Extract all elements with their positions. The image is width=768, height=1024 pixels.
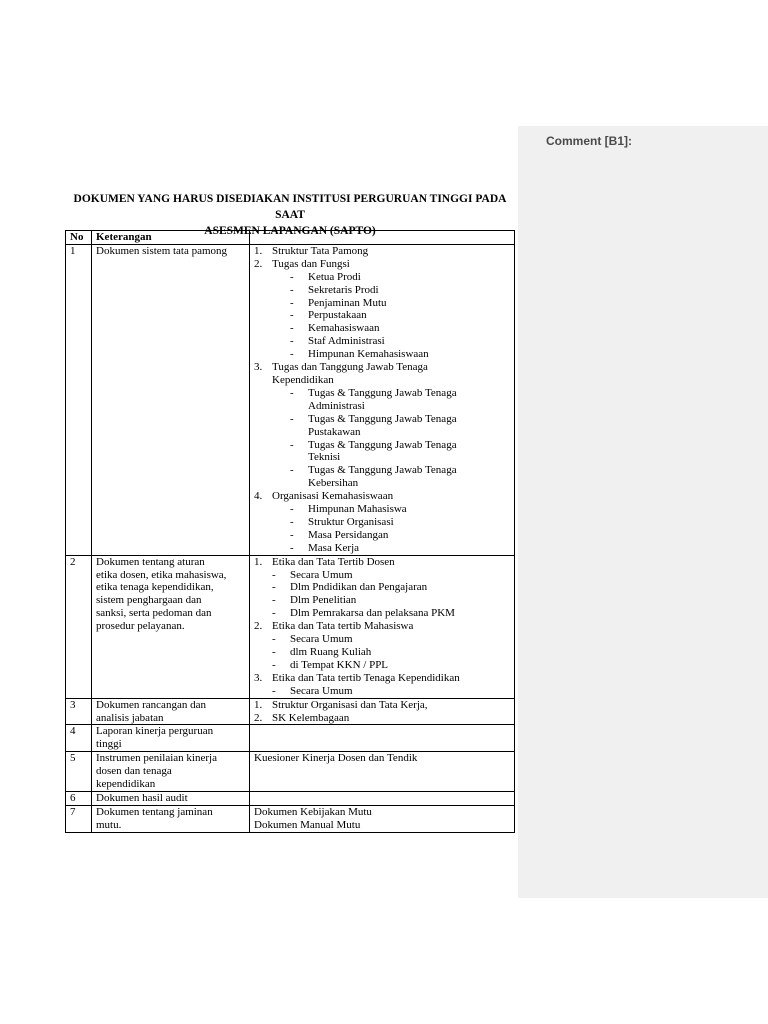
sub-item bbox=[254, 271, 514, 284]
row-keterangan bbox=[92, 752, 250, 792]
row-details bbox=[250, 725, 515, 752]
sub-item bbox=[254, 542, 514, 555]
sub-item-text: di Tempat KKN / PPL bbox=[290, 658, 389, 671]
sub-item-text: Secara Umum bbox=[290, 568, 353, 581]
list-item bbox=[254, 245, 514, 258]
keterangan-line: Instrumen penilaian kinerja bbox=[96, 752, 217, 765]
dash-bullet: - bbox=[272, 581, 276, 594]
list-item-number: 3. bbox=[254, 361, 263, 374]
sub-item-text: Himpunan Mahasiswa bbox=[308, 503, 407, 516]
row-number: 6 bbox=[66, 791, 92, 805]
keterangan-line: prosedur pelayanan. bbox=[96, 620, 185, 633]
detail-line: Dokumen Kebijakan Mutu bbox=[254, 805, 372, 818]
table-row bbox=[66, 791, 515, 805]
dash-bullet: - bbox=[290, 438, 294, 451]
row-number: 7 bbox=[66, 805, 92, 832]
keterangan-line: tinggi bbox=[96, 738, 122, 751]
sub-item-text: Sekretaris Prodi bbox=[308, 283, 379, 296]
table-row bbox=[66, 555, 515, 698]
keterangan-line: sistem penghargaan dan bbox=[96, 594, 202, 607]
row-keterangan bbox=[92, 555, 250, 698]
sub-item-text: Masa Kerja bbox=[308, 541, 360, 554]
keterangan-line: Dokumen sistem tata pamong bbox=[96, 244, 228, 257]
table-row bbox=[66, 725, 515, 752]
detail-line: Dokumen Manual Mutu bbox=[254, 818, 361, 831]
keterangan-line: Dokumen tentang jaminan bbox=[96, 805, 213, 818]
sub-item-continuation: Administrasi bbox=[308, 399, 365, 412]
sub-item bbox=[254, 594, 514, 607]
dash-bullet: - bbox=[290, 296, 294, 309]
dash-bullet: - bbox=[290, 515, 294, 528]
row-number: 2 bbox=[66, 555, 92, 698]
sub-item-text: dlm Ruang Kuliah bbox=[290, 646, 372, 658]
dash-bullet: - bbox=[272, 594, 276, 607]
sub-item bbox=[254, 646, 514, 659]
keterangan-line: Dokumen rancangan dan bbox=[96, 698, 206, 711]
dash-bullet: - bbox=[290, 335, 294, 348]
table-row bbox=[66, 805, 515, 832]
comment-label: Comment [B1]: bbox=[546, 134, 632, 148]
sub-item-text: Dlm Pemrakarsa dan pelaksana PKM bbox=[290, 607, 455, 620]
list-item-text: Tugas dan Tanggung Jawab Tenaga bbox=[272, 361, 428, 374]
sub-item-continuation: Pustakawan bbox=[308, 425, 361, 438]
keterangan-line: Laporan kinerja perguruan bbox=[96, 725, 214, 738]
sub-item-text: Penjaminan Mutu bbox=[308, 296, 387, 309]
sub-item-text: Dlm Pndidikan dan Pengajaran bbox=[290, 581, 428, 594]
sub-item bbox=[254, 413, 514, 426]
table-row bbox=[66, 244, 515, 555]
detail-line: Kuesioner Kinerja Dosen dan Tendik bbox=[254, 752, 418, 765]
sub-item bbox=[254, 659, 514, 672]
sub-item-text: Kemahasiswaan bbox=[308, 322, 380, 335]
dash-bullet: - bbox=[290, 270, 294, 283]
comment-pane bbox=[518, 126, 768, 898]
sub-item bbox=[254, 581, 514, 594]
sub-item-text: Ketua Prodi bbox=[308, 270, 361, 283]
list-item-text: Struktur Tata Pamong bbox=[272, 244, 369, 257]
sub-item-text: Tugas & Tanggung Jawab Tenaga bbox=[308, 438, 457, 451]
keterangan-line: kependidikan bbox=[96, 778, 156, 791]
list-item-text: Tugas dan Fungsi bbox=[272, 257, 350, 270]
row-keterangan bbox=[92, 805, 250, 832]
keterangan-line: mutu. bbox=[96, 818, 122, 831]
keterangan-line: sanksi, serta pedoman dan bbox=[96, 607, 212, 620]
keterangan-line: dosen dan tenaga bbox=[96, 765, 172, 778]
list-item-text: Organisasi Kemahasiswaan bbox=[272, 490, 394, 503]
row-keterangan bbox=[92, 725, 250, 752]
list-item-text: Struktur Organisasi dan Tata Kerja, bbox=[272, 698, 428, 711]
sub-item bbox=[254, 297, 514, 310]
table-header-row bbox=[66, 231, 515, 245]
dash-bullet: - bbox=[272, 568, 276, 581]
row-keterangan bbox=[92, 244, 250, 555]
header-detail bbox=[250, 231, 515, 245]
dash-bullet: - bbox=[290, 348, 294, 361]
keterangan-line: etika dosen, etika mahasiswa, bbox=[96, 568, 227, 581]
keterangan-line: Dokumen tentang aturan bbox=[96, 555, 205, 568]
list-item-number: 2. bbox=[254, 257, 263, 270]
row-details bbox=[250, 791, 515, 805]
dash-bullet: - bbox=[290, 528, 294, 541]
list-item-continuation: Kependidikan bbox=[272, 373, 334, 386]
sub-item bbox=[254, 529, 514, 542]
header-no: No bbox=[66, 231, 92, 245]
sub-item-text: Struktur Organisasi bbox=[308, 515, 394, 528]
list-item-number: 3. bbox=[254, 671, 263, 684]
sub-item-text: Secara Umum bbox=[290, 633, 353, 646]
sub-item-text: Masa Persidangan bbox=[308, 528, 389, 541]
sub-item-text: Tugas & Tanggung Jawab Tenaga bbox=[308, 464, 457, 477]
sub-item bbox=[254, 569, 514, 582]
sub-item bbox=[254, 633, 514, 646]
document-title-line: ASESMEN LAPANGAN (SAPTO) bbox=[204, 225, 376, 237]
list-item-text: Etika dan Tata tertib Tenaga Kependidikan bbox=[272, 671, 460, 684]
sub-item-text: Perpustakaan bbox=[308, 309, 367, 322]
list-item-text: Etika dan Tata tertib Mahasiswa bbox=[272, 620, 414, 633]
list-item bbox=[254, 712, 514, 725]
list-item-number: 2. bbox=[254, 620, 263, 633]
dash-bullet: - bbox=[290, 283, 294, 296]
sub-item bbox=[254, 607, 514, 620]
list-item bbox=[254, 556, 514, 569]
document-title-line: DOKUMEN YANG HARUS DISEDIAKAN INSTITUSI PERGURUAN TINGGI PADA SAAT bbox=[73, 193, 507, 221]
sub-item-text: Himpunan Kemahasiswaan bbox=[308, 348, 429, 361]
list-item bbox=[254, 490, 514, 503]
row-keterangan bbox=[92, 698, 250, 725]
row-details bbox=[250, 698, 515, 725]
row-number: 4 bbox=[66, 725, 92, 752]
table-row bbox=[66, 698, 515, 725]
row-details bbox=[250, 805, 515, 832]
sub-item bbox=[254, 439, 514, 452]
list-item bbox=[254, 699, 514, 712]
sub-item bbox=[254, 503, 514, 516]
sub-item bbox=[254, 348, 514, 361]
keterangan-line: etika tenaga kependidikan, bbox=[96, 581, 214, 594]
dash-bullet: - bbox=[290, 464, 294, 477]
dash-bullet: - bbox=[290, 503, 294, 516]
table-row bbox=[66, 752, 515, 792]
list-item bbox=[254, 258, 514, 271]
sub-item-continuation: Kebersihan bbox=[308, 477, 359, 490]
sub-item-text: Staf Administrasi bbox=[308, 335, 385, 348]
list-item-number: 1. bbox=[254, 555, 263, 568]
sub-item bbox=[254, 309, 514, 322]
list-item bbox=[254, 672, 514, 685]
dash-bullet: - bbox=[272, 607, 276, 620]
sub-item-text: Secara Umum bbox=[290, 684, 353, 697]
dash-bullet: - bbox=[290, 541, 294, 554]
dash-bullet: - bbox=[290, 386, 294, 399]
list-item bbox=[254, 620, 514, 633]
dash-bullet: - bbox=[272, 633, 276, 646]
sub-item bbox=[254, 284, 514, 297]
row-details bbox=[250, 555, 515, 698]
list-item-number: 2. bbox=[254, 711, 263, 724]
list-item-number: 1. bbox=[254, 698, 263, 711]
dash-bullet: - bbox=[272, 646, 276, 658]
row-number: 5 bbox=[66, 752, 92, 792]
list-item-text: Etika dan Tata Tertib Dosen bbox=[272, 555, 395, 568]
requirements-table bbox=[65, 230, 515, 833]
keterangan-line: Dokumen hasil audit bbox=[96, 791, 188, 804]
row-number: 3 bbox=[66, 698, 92, 725]
dash-bullet: - bbox=[272, 684, 276, 697]
sub-item-text: Tugas & Tanggung Jawab Tenaga bbox=[308, 412, 457, 425]
sub-item bbox=[254, 335, 514, 348]
sub-item bbox=[254, 387, 514, 400]
list-item-number: 4. bbox=[254, 490, 263, 503]
sub-item-text: Tugas & Tanggung Jawab Tenaga bbox=[308, 386, 457, 399]
dash-bullet: - bbox=[290, 309, 294, 322]
keterangan-line: analisis jabatan bbox=[96, 711, 164, 724]
row-details bbox=[250, 244, 515, 555]
sub-item bbox=[254, 322, 514, 335]
row-details bbox=[250, 752, 515, 792]
table-body bbox=[66, 244, 515, 832]
dash-bullet: - bbox=[272, 658, 276, 671]
sub-item-continuation: Teknisi bbox=[308, 451, 341, 464]
list-item-number: 1. bbox=[254, 244, 263, 257]
sub-item bbox=[254, 685, 514, 698]
sub-item bbox=[254, 464, 514, 477]
list-item bbox=[254, 361, 514, 374]
dash-bullet: - bbox=[290, 412, 294, 425]
row-keterangan bbox=[92, 791, 250, 805]
row-number: 1 bbox=[66, 244, 92, 555]
list-item-text: SK Kelembagaan bbox=[272, 711, 350, 724]
dash-bullet: - bbox=[290, 322, 294, 335]
sub-item bbox=[254, 516, 514, 529]
sub-item-text: Dlm Penelitian bbox=[290, 594, 357, 607]
header-keterangan: Keterangan bbox=[92, 231, 250, 245]
